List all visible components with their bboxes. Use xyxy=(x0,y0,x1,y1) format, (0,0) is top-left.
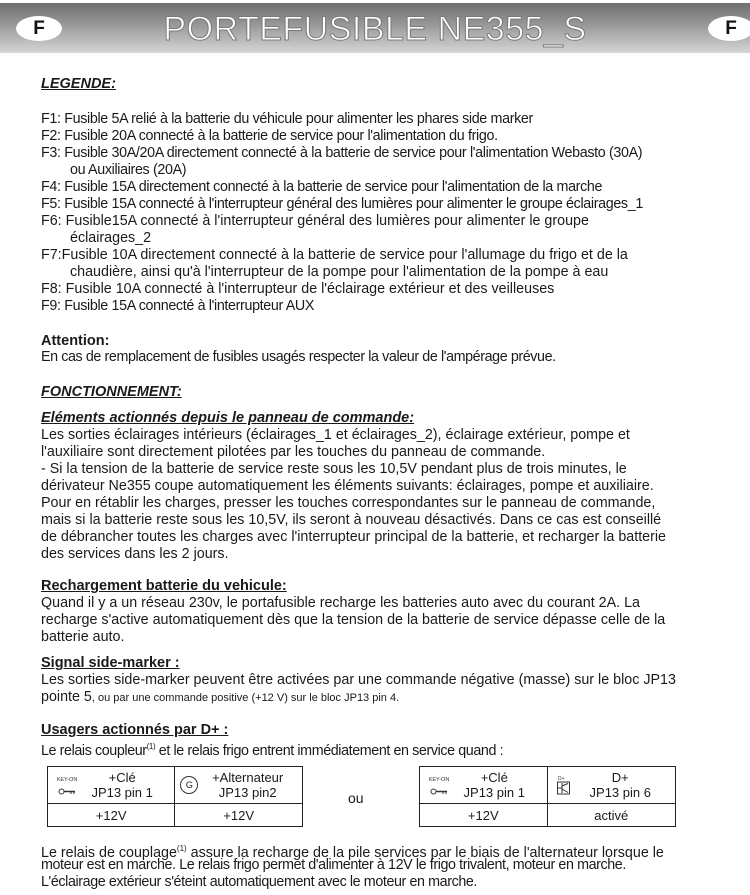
alternator-g-icon: G xyxy=(180,776,198,794)
cell-dplus-header: D+ D+ JP13 pin 6 xyxy=(547,767,675,804)
page-title: PORTEFUSIBLE NE355_S xyxy=(163,10,587,48)
fuse-item-f5: F5: Fusible 15A connecté à l'interrupteur général des lumières pour alimenter le groupe éclairages_1 xyxy=(41,196,643,212)
dplus-table-right xyxy=(419,766,676,827)
fuse-item-f8: F8: Fusible 10A connecté à l'interrupteur de l'éclairage extérieur et des veilleuses xyxy=(41,281,555,297)
cell-cle-value: +12V xyxy=(48,804,175,827)
country-badge-right: F xyxy=(708,16,750,41)
fuse-item-f3: F3: Fusible 30A/20A directement connecté à la batterie de service pour l'alimentation Webasto (30A) ou Auxiliaires (20A) xyxy=(41,145,643,178)
fuse-item-f7: F7:Fusible 10A directement connecté à la batterie de service pour l'allumage du frigo et de la chaudière, ainsi qu'à l'interrupteur de la pompe pour l'alimentation de la pompe à eau xyxy=(41,247,628,280)
footer-line-1: Le relais de couplage$^{(1)}$ assure la recharge de la pile services par le biais de l'alternateur lorsque le xyxy=(41,844,664,861)
cell-dplus-value: activé xyxy=(547,804,675,827)
side-marker-line-2: pointe 5, ou par une commande positive (+12 V) sur le bloc JP13 pin 4. xyxy=(41,689,400,705)
cell-cle-value-2: +12V xyxy=(420,804,548,827)
panel-line-3: - Si la tension de la batterie de service reste sous les 10,5V pendant plus de trois minutes, le xyxy=(41,461,627,477)
page-header xyxy=(0,3,750,53)
fuse-item-f2: F2: Fusible 20A connecté à la batterie de service pour l'alimentation du frigo. xyxy=(41,128,498,144)
fonctionnement-title: FONCTIONNEMENT: xyxy=(41,384,182,400)
attention-text: En cas de remplacement de fusibles usagés respecter la valeur de l'ampérage prévue. xyxy=(41,349,556,365)
recharge-section-title: Rechargement batterie du vehicule: xyxy=(41,578,287,594)
panel-line-2: l'auxiliaire sont directement pilotées par les touches du panneau de commande. xyxy=(41,444,546,460)
country-badge-left: F xyxy=(16,16,62,41)
panel-line-8: des services dans les 2 jours. xyxy=(41,546,229,562)
recharge-line-3: batterie auto. xyxy=(41,629,125,645)
svg-text:D+: D+ xyxy=(557,776,565,782)
side-marker-line-1: Les sorties side-marker peuvent être activées par une commande négative (masse) sur le bloc JP13 xyxy=(41,672,676,688)
fuse-item-f9: F9: Fusible 15A connecté à l'interrupteur AUX xyxy=(41,298,315,314)
key-icon: KEY-ON xyxy=(54,777,80,793)
panel-section-title: Eléments actionnés depuis le panneau de commande: xyxy=(41,410,415,426)
dplus-intro: Le relais coupleur$^{(1)}$ et le relais frigo entrent immédiatement en service quand : xyxy=(41,742,504,759)
legende-title: LEGENDE: xyxy=(41,76,116,92)
or-separator: ou xyxy=(348,790,364,806)
cell-cle-header: KEY-ON +Clé JP13 pin 1 xyxy=(48,767,175,804)
cell-cle-header-2: KEY-ON +Clé JP13 pin 1 xyxy=(420,767,548,804)
fuse-item-f4: F4: Fusible 15A directement connecté à la batterie de service pour l'alimentation de la marche xyxy=(41,179,603,195)
panel-line-1: Les sorties éclairages intérieurs (éclairages_1 et éclairages_2), éclairage extérieur, pompe et xyxy=(41,427,630,443)
footer-line-2: moteur est en marche. Le relais frigo permet d'alimenter à 12V le frigo trivalent, moteur en marche. xyxy=(41,857,626,873)
cell-alternateur-value: +12V xyxy=(175,804,303,827)
dplus-section-title: Usagers actionnés par D+ : xyxy=(41,722,229,738)
footer-line-3: L'éclairage extérieur s'éteint automatiquement avec le moteur en marche. xyxy=(41,874,477,890)
cell-alternateur-header: G +Alternateur JP13 pin2 xyxy=(175,767,303,804)
panel-line-5: Pour en rétablir les charges, presser les touches correspondantes sur le panneau de commande, xyxy=(41,495,656,511)
side-marker-section-title: Signal side-marker : xyxy=(41,655,180,671)
dplus-table-left xyxy=(47,766,303,827)
recharge-line-2: recharge s'active automatiquement dès que la tension de la batterie de service dépasse celle de la xyxy=(41,612,666,628)
recharge-line-1: Quand il y a un réseau 230v, le portafusible recharge les batteries auto avec du courant 2A. La xyxy=(41,595,640,611)
panel-line-4: dérivateur Ne355 coupe automatiquement les éléments suivants: éclairages, pompe et auxiliaire. xyxy=(41,478,654,494)
fuse-item-f1: F1: Fusible 5A relié à la batterie du véhicule pour alimenter les phares side marker xyxy=(41,111,533,127)
key-icon: KEY-ON xyxy=(426,777,452,793)
d-plus-icon xyxy=(556,775,572,795)
attention-title: Attention: xyxy=(41,333,110,349)
panel-line-6: mais si la batterie reste sous les 10,5V, ils seront à nouveau désactivés. Dans ce cas est conseillé xyxy=(41,512,662,528)
panel-line-7: de débrancher toutes les charges avec l'interrupteur principal de la batterie, et recharger la batterie xyxy=(41,529,667,545)
fuse-item-f6: F6: Fusible15A connecté à l'interrupteur général des lumières pour alimenter le groupe éclairages_2 xyxy=(41,213,589,246)
